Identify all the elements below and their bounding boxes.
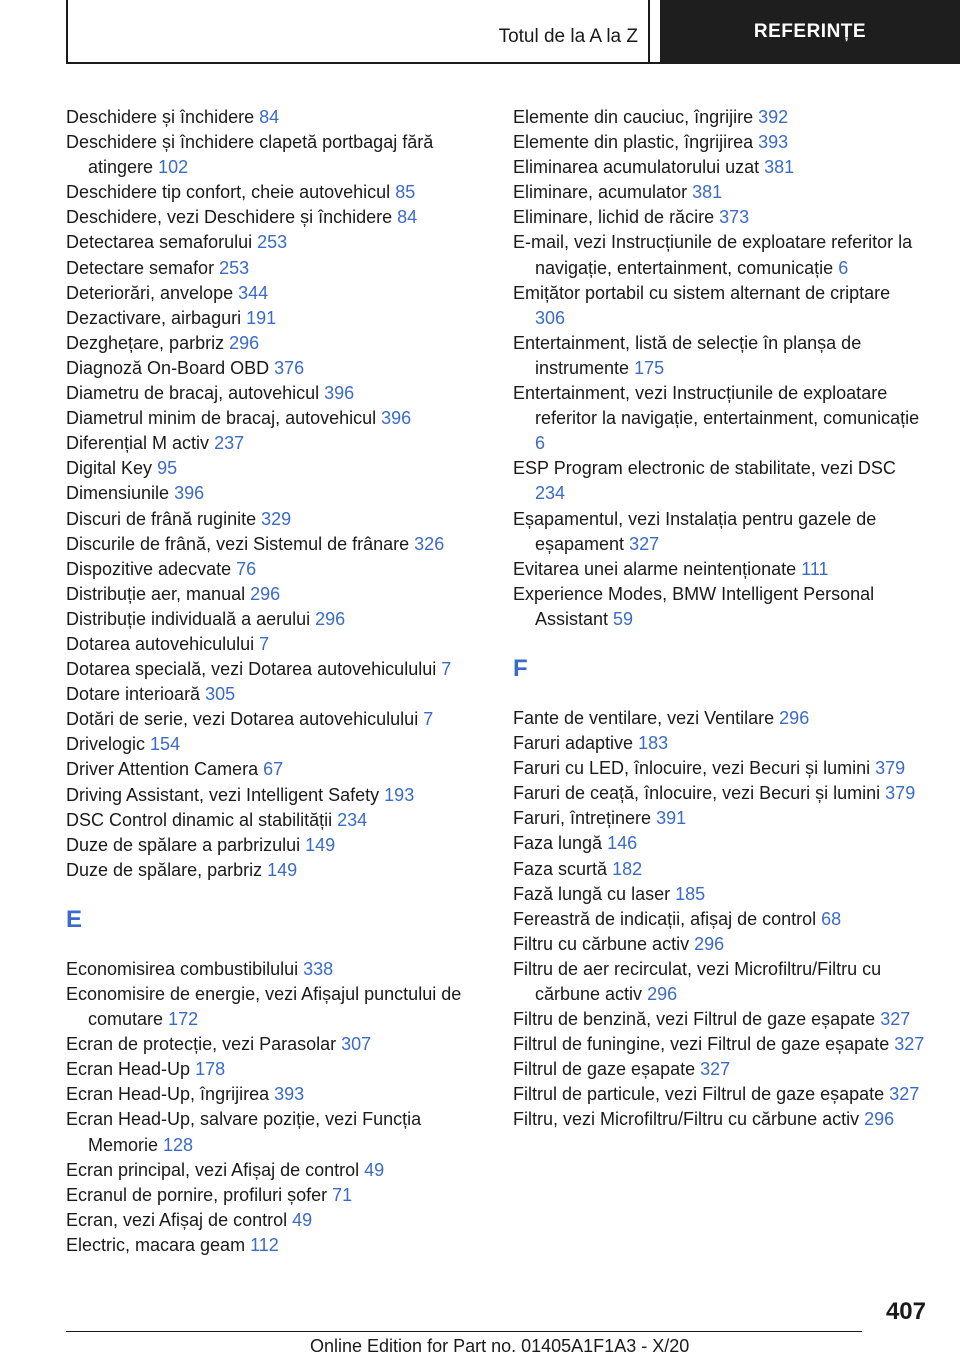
index-entry-page-link[interactable]: 49 — [364, 1159, 385, 1180]
footer-rule — [66, 1331, 862, 1332]
index-entry — [66, 607, 478, 632]
index-entry-text: Evitarea unei alarme neintenționate — [513, 558, 797, 579]
index-entry-page-link[interactable]: 253 — [257, 232, 288, 253]
index-entry-text: Dotări de serie, vezi Dotarea autovehiculului — [66, 709, 419, 730]
index-entry-page-link[interactable]: 154 — [150, 734, 181, 755]
index-group-e-cont — [513, 105, 925, 632]
index-entry-page-link[interactable]: 379 — [885, 783, 916, 804]
index-entry-page-link[interactable]: 175 — [634, 357, 665, 378]
index-entry — [66, 682, 478, 707]
index-entry-text: Discuri de frână ruginite — [66, 508, 257, 529]
index-group-d — [66, 105, 478, 883]
index-entry — [513, 230, 925, 280]
index-entry-text: Fante de ventilare, vezi Ventilare — [513, 707, 775, 728]
index-entry-page-link[interactable]: 178 — [195, 1059, 226, 1080]
index-entry — [513, 381, 925, 456]
index-entry-page-link[interactable]: 172 — [168, 1009, 199, 1030]
index-entry-text: Faruri adaptive — [513, 733, 634, 754]
index-entry — [513, 205, 925, 230]
index-entry-page-link[interactable]: 253 — [219, 257, 250, 278]
index-entry-text: Dimensiunile — [66, 483, 170, 504]
index-entry-text: Dezactivare, airbaguri — [66, 307, 242, 328]
index-entry-page-link[interactable]: 396 — [324, 383, 355, 404]
index-entry-page-link[interactable]: 193 — [384, 784, 415, 805]
index-entry — [513, 105, 925, 130]
index-entry-text: Drivelogic — [66, 734, 146, 755]
index-entry-text: Dotare interioară — [66, 684, 201, 705]
index-entry — [513, 932, 925, 957]
index-entry-page-link[interactable]: 327 — [894, 1034, 925, 1055]
index-entry-page-link[interactable]: 344 — [238, 282, 269, 303]
index-entry — [66, 180, 478, 205]
index-entry-text: Diferențial M activ — [66, 433, 210, 454]
index-entry-text: Detectarea semaforului — [66, 232, 253, 253]
index-entry — [66, 456, 478, 481]
index-entry-page-link[interactable]: 296 — [694, 933, 725, 954]
index-entry-page-link[interactable]: 296 — [250, 583, 281, 604]
index-entry — [66, 331, 478, 356]
index-entry — [66, 1107, 478, 1157]
index-entry — [66, 582, 478, 607]
index-entry-text: DSC Control dinamic al stabilității — [66, 809, 333, 830]
index-entry-text: ESP Program electronic de stabilitate, vezi DSC — [513, 458, 896, 479]
index-entry-text: Deschidere și închidere — [66, 107, 255, 127]
index-entry-text: Duze de spălare, parbriz — [66, 859, 263, 880]
index-entry — [513, 907, 925, 932]
index-entry-text: Eliminare, lichid de răcire — [513, 207, 715, 228]
index-entry — [513, 831, 925, 856]
index-entry-page-link[interactable]: 296 — [229, 332, 260, 353]
index-entry-page-link[interactable]: 307 — [341, 1034, 372, 1055]
index-entry-page-link[interactable]: 296 — [779, 707, 810, 728]
index-entry-page-link[interactable]: 67 — [263, 759, 284, 780]
index-entry-page-link[interactable]: 373 — [719, 207, 750, 228]
index-entry-page-link[interactable]: 306 — [535, 307, 566, 328]
index-entry — [66, 833, 478, 858]
index-entry-page-link[interactable]: 327 — [880, 1009, 911, 1030]
index-entry — [513, 781, 925, 806]
index-entry-text: Deschidere și închidere clapetă portbagaj fără atingere — [66, 132, 434, 178]
index-entry-text: Fază lungă cu laser — [513, 883, 671, 904]
index-entry — [66, 957, 478, 982]
index-entry-text: E-mail, vezi Instrucțiunile de exploatare referitor la navigație, entertainment, comunicație — [513, 232, 913, 278]
header-rule-right — [648, 0, 650, 64]
index-entry-page-link[interactable]: 49 — [292, 1209, 313, 1230]
index-entry-text: Electric, macara geam — [66, 1234, 246, 1255]
index-entry — [66, 557, 478, 582]
index-entry-page-link[interactable]: 234 — [337, 809, 368, 830]
index-entry-text: Driver Attention Camera — [66, 759, 259, 780]
header-chapter-tab[interactable]: REFERINȚE — [660, 0, 960, 64]
index-group-f — [513, 706, 925, 1133]
index-entry-page-link[interactable]: 326 — [414, 533, 445, 554]
index-entry-text: Diagnoză On-Board OBD — [66, 357, 270, 378]
index-entry-page-link[interactable]: 296 — [864, 1109, 895, 1130]
index-entry-page-link[interactable]: 185 — [675, 883, 706, 904]
index-entry-page-link[interactable]: 6 — [838, 257, 849, 278]
index-entry-page-link[interactable]: 112 — [250, 1234, 279, 1255]
index-entry-page-link[interactable]: 381 — [692, 182, 723, 203]
index-entry-text: Dotarea autovehiculului — [66, 633, 255, 654]
index-entry-page-link[interactable]: 84 — [397, 207, 418, 228]
index-entry — [513, 706, 925, 731]
index-entry — [66, 105, 478, 130]
index-entry — [513, 806, 925, 831]
index-entry-page-link[interactable]: 183 — [638, 733, 669, 754]
index-entry-text: Filtrul de gaze eșapate — [513, 1059, 696, 1080]
index-entry-text: Ecran Head-Up, îngrijirea — [66, 1084, 270, 1105]
index-column-left — [66, 105, 478, 1258]
index-entry-text: Filtru, vezi Microfiltru/Filtru cu cărbune activ — [513, 1109, 860, 1130]
index-entry — [513, 1107, 925, 1132]
index-entry-page-link[interactable]: 85 — [395, 182, 416, 203]
index-entry-text: Filtru de benzină, vezi Filtrul de gaze eșapate — [513, 1009, 876, 1030]
index-entry-text: Deschidere tip confort, cheie autovehicul — [66, 182, 391, 203]
index-entry-page-link[interactable]: 111 — [801, 558, 829, 579]
index-entry-text: Diametru de bracaj, autovehicul — [66, 383, 320, 404]
index-entry-page-link[interactable]: 338 — [303, 958, 334, 979]
index-entry-page-link[interactable]: 393 — [274, 1084, 305, 1105]
index-entry-page-link[interactable]: 68 — [821, 908, 842, 929]
index-entry-page-link[interactable]: 376 — [274, 357, 305, 378]
index-letter-e: E — [66, 905, 83, 933]
index-entry-page-link[interactable]: 149 — [305, 834, 336, 855]
index-entry — [66, 1183, 478, 1208]
index-entry-text: Diametrul minim de bracaj, autovehicul — [66, 408, 377, 429]
index-entry-text: Ecran Head-Up, salvare poziție, vezi Funcția Memorie — [66, 1109, 422, 1155]
index-entry — [513, 331, 925, 381]
index-entry-text: Ecran Head-Up — [66, 1059, 191, 1080]
index-entry-text: Economisirea combustibilului — [66, 958, 299, 979]
index-entry-text: Discurile de frână, vezi Sistemul de frânare — [66, 533, 410, 554]
index-entry-text: Dezghețare, parbriz — [66, 332, 225, 353]
index-entry — [513, 557, 925, 582]
index-entry-page-link[interactable]: 391 — [656, 808, 687, 829]
header-section-title: Totul de la A la Z — [498, 26, 638, 47]
index-entry — [513, 957, 925, 1007]
index-entry-text: Faruri, întreținere — [513, 808, 652, 829]
index-entry-text: Elemente din cauciuc, îngrijire — [513, 107, 754, 127]
index-entry — [66, 507, 478, 532]
index-entry — [66, 306, 478, 331]
index-entry — [513, 507, 925, 557]
index-entry — [513, 731, 925, 756]
index-entry-text: Distribuție aer, manual — [66, 583, 246, 604]
index-entry-text: Detectare semafor — [66, 257, 215, 278]
index-entry-page-link[interactable]: 128 — [163, 1134, 194, 1155]
index-entry — [513, 1007, 925, 1032]
index-entry-page-link[interactable]: 84 — [259, 107, 280, 127]
index-entry — [513, 1057, 925, 1082]
index-entry-text: Ecran, vezi Afișaj de control — [66, 1209, 288, 1230]
index-entry-page-link[interactable]: 7 — [259, 633, 270, 654]
index-entry — [513, 882, 925, 907]
index-entry — [513, 281, 925, 331]
index-entry-page-link[interactable]: 191 — [246, 307, 277, 328]
index-entry — [66, 632, 478, 657]
index-entry-page-link[interactable]: 296 — [647, 984, 678, 1004]
index-entry — [66, 783, 478, 808]
index-entry-text: Deteriorări, anvelope — [66, 282, 234, 303]
page-number: 407 — [885, 1298, 926, 1325]
index-entry-page-link[interactable]: 237 — [214, 433, 245, 454]
index-entry-page-link[interactable]: 234 — [535, 483, 566, 504]
index-entry — [66, 757, 478, 782]
index-entry-text: Experience Modes, BMW Intelligent Personal Assistant — [513, 583, 875, 629]
index-entry-text: Eliminare, acumulator — [513, 182, 688, 203]
index-entry — [513, 456, 925, 506]
index-entry — [66, 431, 478, 456]
index-entry-text: Emițător portabil cu sistem alternant de criptare — [513, 282, 891, 303]
index-entry — [66, 281, 478, 306]
index-letter-f: F — [513, 654, 528, 682]
header-rule-bottom — [66, 62, 660, 64]
index-entry — [66, 1057, 478, 1082]
index-entry — [66, 532, 478, 557]
index-entry-page-link[interactable]: 7 — [441, 659, 452, 680]
index-entry-page-link[interactable]: 329 — [261, 508, 292, 529]
index-entry-page-link[interactable]: 182 — [612, 858, 643, 879]
index-entry-page-link[interactable]: 393 — [758, 132, 789, 153]
index-entry-page-link[interactable]: 379 — [875, 758, 906, 779]
index-entry-text: Economisire de energie, vezi Afișajul punctului de comutare — [66, 984, 462, 1030]
index-entry-page-link[interactable]: 381 — [764, 157, 795, 178]
index-entry-page-link[interactable]: 296 — [315, 608, 346, 629]
index-entry — [66, 858, 478, 883]
index-entry-text: Filtrul de particule, vezi Filtrul de gaze eșapate — [513, 1084, 885, 1105]
index-entry-page-link[interactable]: 149 — [267, 859, 298, 880]
index-entry-text: Fereastră de indicații, afișaj de control — [513, 908, 817, 929]
index-entry — [66, 481, 478, 506]
index-entry-text: Duze de spălare a parbrizului — [66, 834, 301, 855]
index-entry — [513, 1032, 925, 1057]
index-entry — [513, 1082, 925, 1107]
index-entry — [66, 1208, 478, 1233]
index-group-e — [66, 957, 478, 1258]
index-entry-text: Ecranul de pornire, profiluri șofer — [66, 1184, 328, 1205]
index-entry-text: Eșapamentul, vezi Instalația pentru gazele de eșapament — [513, 508, 877, 554]
index-entry — [66, 1082, 478, 1107]
index-entry-page-link[interactable]: 59 — [613, 608, 634, 629]
index-entry-text: Faruri cu LED, înlocuire, vezi Becuri și lumini — [513, 758, 871, 779]
index-entry — [66, 406, 478, 431]
index-entry-text: Ecran de protecție, vezi Parasolar — [66, 1034, 337, 1055]
index-entry — [66, 808, 478, 833]
index-entry — [66, 205, 478, 230]
index-entry-page-link[interactable]: 392 — [758, 107, 789, 127]
footer-edition: Online Edition for Part no. 01405A1F1A3 - X/20 — [310, 1336, 690, 1356]
index-entry — [513, 582, 925, 632]
index-entry-text: Faza scurtă — [513, 858, 608, 879]
index-entry-text: Distribuție individuală a aerului — [66, 608, 311, 629]
index-entry-text: Digital Key — [66, 458, 153, 479]
index-entry-page-link[interactable]: 305 — [205, 684, 236, 705]
index-entry-page-link[interactable]: 76 — [236, 558, 257, 579]
index-entry-page-link[interactable]: 327 — [700, 1059, 731, 1080]
index-entry-page-link[interactable]: 71 — [332, 1184, 353, 1205]
index-entry-text: Eliminarea acumulatorului uzat — [513, 157, 760, 178]
index-entry-text: Deschidere, vezi Deschidere și închidere — [66, 207, 393, 228]
index-entry-page-link[interactable]: 102 — [158, 157, 189, 178]
index-entry — [513, 756, 925, 781]
index-entry — [66, 1158, 478, 1183]
index-entry-text: Entertainment, listă de selecție în planșa de instrumente — [513, 332, 862, 378]
index-entry — [66, 982, 478, 1032]
index-entry — [66, 381, 478, 406]
index-column-right — [513, 105, 925, 1133]
index-entry-text: Entertainment, vezi Instrucțiunile de exploatare referitor la navigație, entertainment, comunicație — [513, 383, 920, 429]
index-entry — [66, 256, 478, 281]
index-entry-page-link[interactable]: 95 — [157, 458, 178, 479]
index-entry-page-link[interactable]: 396 — [174, 483, 205, 504]
index-entry — [66, 657, 478, 682]
index-entry — [66, 130, 478, 180]
index-entry — [513, 180, 925, 205]
index-entry-page-link[interactable]: 327 — [629, 533, 660, 554]
index-entry — [66, 707, 478, 732]
index-entry-text: Filtru de aer recirculat, vezi Microfiltru/Filtru cu cărbune activ — [513, 958, 882, 1004]
index-entry-text: Faza lungă — [513, 833, 603, 854]
header-rule-left — [66, 0, 68, 64]
index-entry — [513, 155, 925, 180]
index-entry-page-link[interactable]: 327 — [889, 1084, 920, 1105]
index-entry — [66, 230, 478, 255]
index-entry-text: Elemente din plastic, îngrijirea — [513, 132, 754, 153]
index-entry-page-link[interactable]: 146 — [607, 833, 638, 854]
index-entry-text: Faruri de ceață, înlocuire, vezi Becuri și lumini — [513, 783, 881, 804]
index-entry — [66, 1032, 478, 1057]
index-entry — [66, 356, 478, 381]
index-entry-page-link[interactable]: 7 — [423, 709, 434, 730]
index-entry-text: Dispozitive adecvate — [66, 558, 232, 579]
index-entry — [66, 1233, 478, 1258]
index-entry-text: Filtrul de funingine, vezi Filtrul de gaze eșapate — [513, 1034, 890, 1055]
index-entry — [513, 130, 925, 155]
index-entry-text: Filtru cu cărbune activ — [513, 933, 690, 954]
index-entry-page-link[interactable]: 396 — [381, 408, 412, 429]
index-entry-text: Dotarea specială, vezi Dotarea autovehiculului — [66, 659, 437, 680]
index-entry-text: Ecran principal, vezi Afișaj de control — [66, 1159, 360, 1180]
index-entry-text: Driving Assistant, vezi Intelligent Safety — [66, 784, 380, 805]
index-entry — [66, 732, 478, 757]
index-entry — [513, 857, 925, 882]
index-entry-page-link[interactable]: 6 — [535, 433, 546, 454]
